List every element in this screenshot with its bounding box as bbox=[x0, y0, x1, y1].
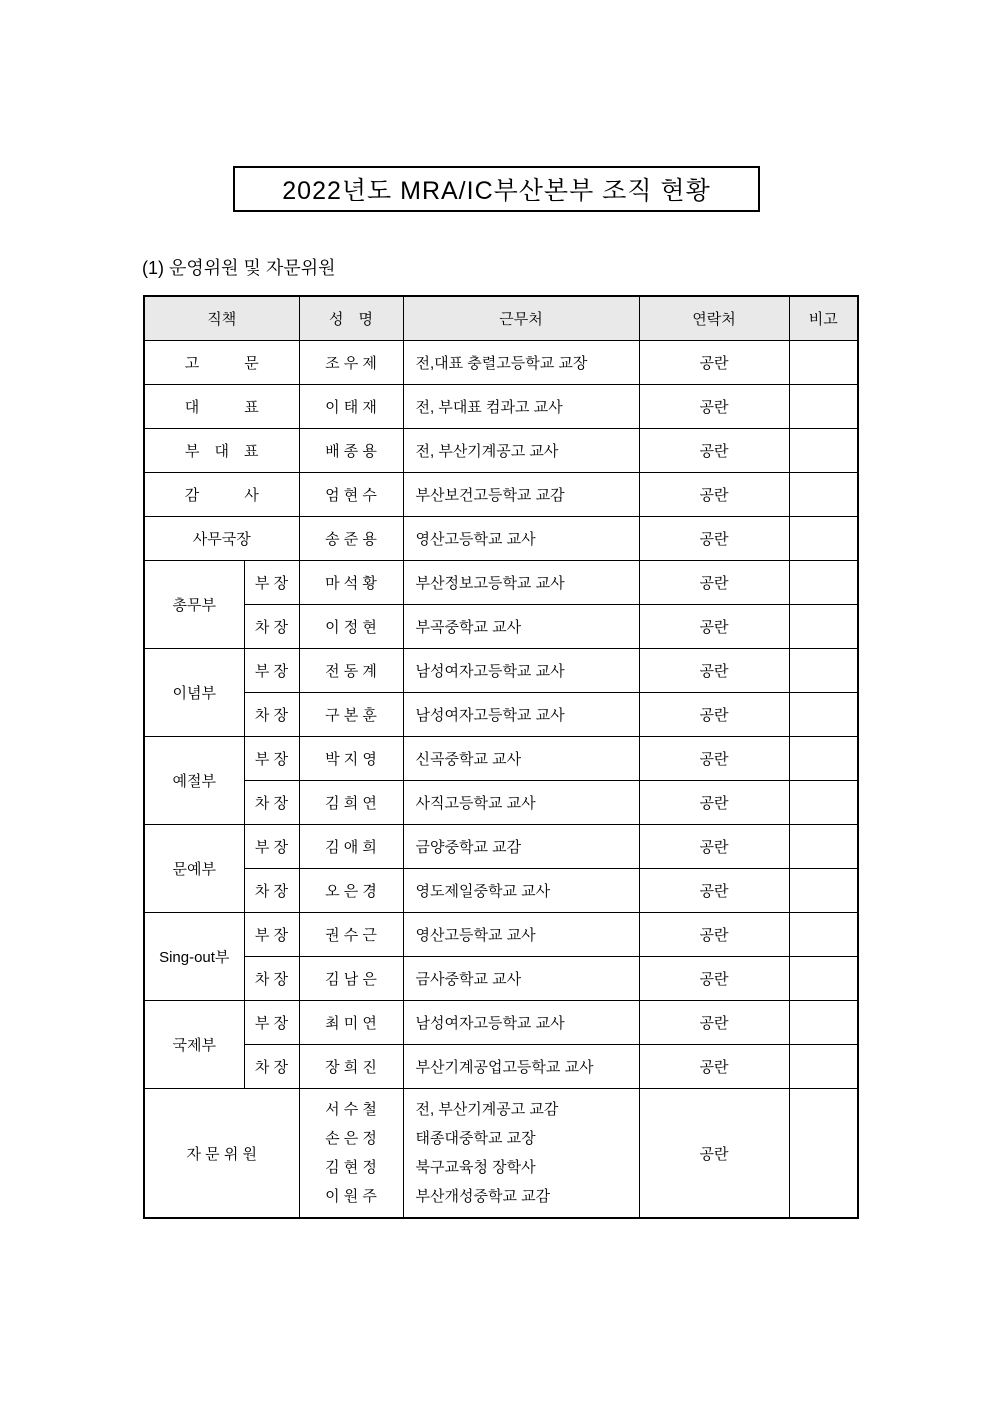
table-row bbox=[144, 1001, 858, 1045]
workplace-cell: 사직고등학교 교사 bbox=[403, 781, 639, 825]
role-cell: 부 장 bbox=[244, 825, 299, 869]
dept-cell: Sing-out부 bbox=[144, 913, 244, 1001]
role-cell: 차 장 bbox=[244, 957, 299, 1001]
table-row bbox=[144, 473, 858, 517]
note-cell bbox=[789, 913, 858, 957]
position-cell: 부 대 표 bbox=[144, 429, 299, 473]
section-heading: (1) 운영위원 및 자문위원 bbox=[142, 258, 336, 278]
workplace-cell: 부산정보고등학교 교사 bbox=[403, 561, 639, 605]
advisor-name: 손 은 정 bbox=[325, 1130, 377, 1147]
note-cell bbox=[789, 1045, 858, 1089]
note-cell bbox=[789, 1089, 858, 1219]
name-cell: 조 우 제 bbox=[299, 341, 403, 385]
contact-cell: 공란 bbox=[639, 869, 789, 913]
role-cell: 부 장 bbox=[244, 649, 299, 693]
name-cell: 장 희 진 bbox=[299, 1045, 403, 1089]
name-cell: 이 정 현 bbox=[299, 605, 403, 649]
role-cell: 부 장 bbox=[244, 1001, 299, 1045]
advisor-workplace: 태종대중학교 교장 bbox=[415, 1130, 536, 1147]
contact-cell: 공란 bbox=[639, 693, 789, 737]
contact-cell: 공란 bbox=[639, 341, 789, 385]
name-cell bbox=[299, 1089, 403, 1219]
role-cell: 부 장 bbox=[244, 737, 299, 781]
advisor-workplace: 전, 부산기계공고 교감 bbox=[415, 1101, 559, 1118]
table-row bbox=[144, 825, 858, 869]
name-cell: 송 준 용 bbox=[299, 517, 403, 561]
name-cell: 김 애 희 bbox=[299, 825, 403, 869]
name-cell: 마 석 황 bbox=[299, 561, 403, 605]
table-row bbox=[144, 385, 858, 429]
note-cell bbox=[789, 649, 858, 693]
contact-cell: 공란 bbox=[639, 737, 789, 781]
position-cell: 자 문 위 원 bbox=[144, 1089, 299, 1219]
name-cell: 이 태 재 bbox=[299, 385, 403, 429]
role-cell: 부 장 bbox=[244, 913, 299, 957]
dept-cell: 이념부 bbox=[144, 649, 244, 737]
workplace-cell: 전,대표 충렬고등학교 교장 bbox=[403, 341, 639, 385]
table-row bbox=[144, 429, 858, 473]
role-cell: 차 장 bbox=[244, 781, 299, 825]
note-cell bbox=[789, 1001, 858, 1045]
position-cell: 고 문 bbox=[144, 341, 299, 385]
name-cell: 배 종 용 bbox=[299, 429, 403, 473]
name-cell: 김 희 연 bbox=[299, 781, 403, 825]
table-row-advisors bbox=[144, 1089, 858, 1219]
name-cell: 박 지 영 bbox=[299, 737, 403, 781]
table-row bbox=[144, 605, 858, 649]
workplace-cell: 영산고등학교 교사 bbox=[403, 913, 639, 957]
note-cell bbox=[789, 781, 858, 825]
table-row bbox=[144, 913, 858, 957]
role-cell: 차 장 bbox=[244, 1045, 299, 1089]
table-row bbox=[144, 517, 858, 561]
note-cell bbox=[789, 737, 858, 781]
workplace-cell: 전, 부대표 컴과고 교사 bbox=[403, 385, 639, 429]
workplace-cell: 신곡중학교 교사 bbox=[403, 737, 639, 781]
contact-cell: 공란 bbox=[639, 781, 789, 825]
name-cell: 권 수 근 bbox=[299, 913, 403, 957]
contact-cell: 공란 bbox=[639, 957, 789, 1001]
workplace-cell bbox=[403, 1089, 639, 1219]
role-cell: 차 장 bbox=[244, 693, 299, 737]
name-cell: 엄 현 수 bbox=[299, 473, 403, 517]
workplace-cell: 남성여자고등학교 교사 bbox=[403, 649, 639, 693]
note-cell bbox=[789, 473, 858, 517]
note-cell bbox=[789, 693, 858, 737]
table-row bbox=[144, 869, 858, 913]
contact-cell: 공란 bbox=[639, 429, 789, 473]
dept-cell: 문예부 bbox=[144, 825, 244, 913]
workplace-cell: 부산보건고등학교 교감 bbox=[403, 473, 639, 517]
contact-cell: 공란 bbox=[639, 825, 789, 869]
position-cell: 대 표 bbox=[144, 385, 299, 429]
advisor-name: 이 원 주 bbox=[325, 1188, 377, 1205]
table-row bbox=[144, 649, 858, 693]
contact-cell: 공란 bbox=[639, 473, 789, 517]
contact-cell: 공란 bbox=[639, 1001, 789, 1045]
advisor-name: 서 수 철 bbox=[325, 1101, 377, 1118]
workplace-cell: 부곡중학교 교사 bbox=[403, 605, 639, 649]
note-cell bbox=[789, 869, 858, 913]
table-row bbox=[144, 1045, 858, 1089]
workplace-cell: 영도제일중학교 교사 bbox=[403, 869, 639, 913]
column-header-name: 성 명 bbox=[299, 296, 403, 341]
table-row bbox=[144, 341, 858, 385]
contact-cell: 공란 bbox=[639, 1045, 789, 1089]
contact-cell: 공란 bbox=[639, 1089, 789, 1219]
advisor-workplace: 북구교육청 장학사 bbox=[415, 1159, 536, 1176]
role-cell: 차 장 bbox=[244, 605, 299, 649]
workplace-cell: 전, 부산기계공고 교사 bbox=[403, 429, 639, 473]
document-title: 2022년도 MRA/IC부산본부 조직 현황 bbox=[282, 177, 711, 205]
note-cell bbox=[789, 605, 858, 649]
workplace-cell: 남성여자고등학교 교사 bbox=[403, 1001, 639, 1045]
workplace-cell: 부산기계공업고등학교 교사 bbox=[403, 1045, 639, 1089]
role-cell: 부 장 bbox=[244, 561, 299, 605]
workplace-cell: 금사중학교 교사 bbox=[403, 957, 639, 1001]
dept-cell: 총무부 bbox=[144, 561, 244, 649]
advisor-workplace: 부산개성중학교 교감 bbox=[415, 1188, 551, 1205]
note-cell bbox=[789, 385, 858, 429]
contact-cell: 공란 bbox=[639, 385, 789, 429]
document-title-box bbox=[233, 166, 760, 212]
contact-cell: 공란 bbox=[639, 517, 789, 561]
name-cell: 구 본 훈 bbox=[299, 693, 403, 737]
name-cell: 오 은 경 bbox=[299, 869, 403, 913]
name-cell: 김 남 은 bbox=[299, 957, 403, 1001]
note-cell bbox=[789, 341, 858, 385]
note-cell bbox=[789, 957, 858, 1001]
contact-cell: 공란 bbox=[639, 605, 789, 649]
name-cell: 전 동 계 bbox=[299, 649, 403, 693]
column-header-position: 직책 bbox=[144, 296, 299, 341]
workplace-cell: 금양중학교 교감 bbox=[403, 825, 639, 869]
note-cell bbox=[789, 429, 858, 473]
advisor-name: 김 현 정 bbox=[325, 1159, 377, 1176]
column-header-note: 비고 bbox=[789, 296, 858, 341]
column-header-workplace: 근무처 bbox=[403, 296, 639, 341]
dept-cell: 국제부 bbox=[144, 1001, 244, 1089]
contact-cell: 공란 bbox=[639, 913, 789, 957]
note-cell bbox=[789, 517, 858, 561]
table-row bbox=[144, 737, 858, 781]
workplace-cell: 영산고등학교 교사 bbox=[403, 517, 639, 561]
note-cell bbox=[789, 561, 858, 605]
org-table bbox=[143, 295, 859, 1219]
contact-cell: 공란 bbox=[639, 649, 789, 693]
table-row bbox=[144, 957, 858, 1001]
position-cell: 감 사 bbox=[144, 473, 299, 517]
table-row bbox=[144, 561, 858, 605]
table-header-row bbox=[144, 296, 858, 341]
name-cell: 최 미 연 bbox=[299, 1001, 403, 1045]
table-row bbox=[144, 693, 858, 737]
contact-cell: 공란 bbox=[639, 561, 789, 605]
position-cell: 사무국장 bbox=[144, 517, 299, 561]
dept-cell: 예절부 bbox=[144, 737, 244, 825]
column-header-contact: 연락처 bbox=[639, 296, 789, 341]
workplace-cell: 남성여자고등학교 교사 bbox=[403, 693, 639, 737]
table-row bbox=[144, 781, 858, 825]
role-cell: 차 장 bbox=[244, 869, 299, 913]
note-cell bbox=[789, 825, 858, 869]
